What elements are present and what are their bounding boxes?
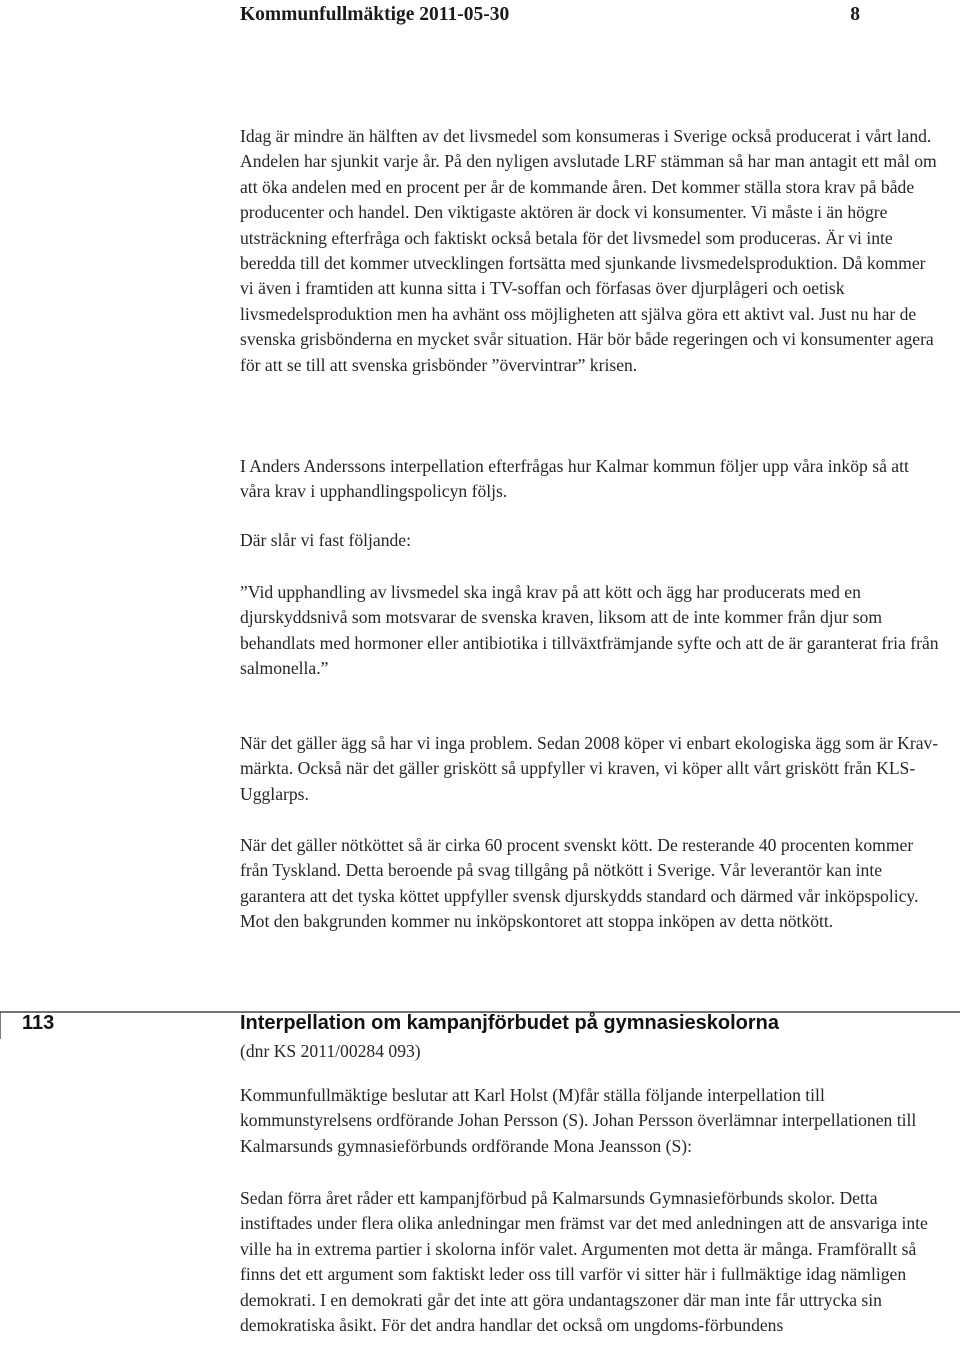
paragraph-beef: När det gäller nötköttet så är cirka 60 procent svenskt kött. De resterande 40 procenten kommer från Tyskland. Detta beroende på svag tillgång på nötkött i Sverige. Vår leverantör kan inte garantera att det tyska köttet uppfyller svensk djurskydds standard och därmed vår inköpspolicy. Mot den bakgrunden kommer nu inköpskontoret att stoppa inköpen av detta nötkött. xyxy=(240,835,919,932)
paragraph-food-production: Idag är mindre än hälften av det livsmedel som konsumeras i Sverige också producerat i vårt land. Andelen har sjunkit varje år. På den nyligen avslutade LRF stämman så har man antagit ett mål om att öka andelen med en procent per år de kommande åren. Det kommer ställa stora krav på både producenter och handel. Den viktigaste aktören är dock vi konsumenter. Vi måste i än högre utsträckning efterfråga och faktiskt också betala för det livsmedel som produceras. Är vi inte beredda till det kommer utvecklingen fortsätta med sjunkande livsmedelsproduktion. Då kommer vi även i framtiden att kunna sitta i TV-soffan och förfasas över djurplågeri och oetisk livsmedelsproduktion men ha avhänt oss möjligheten att själva göra ett aktivt val. Just nu har de svenska grisbönderna en mycket svår situation. Här bör både regeringen och vi konsumenter agera för att se till att svenska grisbönder ”övervintrar” krisen. xyxy=(240,126,937,375)
paragraph-policy-intro: Där slår vi fast följande: xyxy=(240,530,411,550)
paragraph-interpellation-reference: I Anders Anderssons interpellation efterfrågas hur Kalmar kommun följer upp våra inköp så att våra krav i upphandlingspolicyn följs. xyxy=(240,456,909,502)
paragraph-policy-quote: ”Vid upphandling av livsmedel ska ingå krav på att kött och ägg har producerats med en djurskyddsnivå som motsvarar de svenska kraven, liksom att de inte kommer från djur som behandlats med hormoner eller antibiotika i tillväxtfrämjande syfte och att de är garanterat fria från salmonella.” xyxy=(240,582,939,679)
page-header xyxy=(240,4,860,26)
section-number: 113 xyxy=(22,1012,55,1034)
section-title: Interpellation om kampanjförbudet på gymnasieskolorna xyxy=(240,1012,779,1034)
paragraph-eggs-pork: När det gäller ägg så har vi inga problem. Sedan 2008 köper vi enbart ekologiska ägg som är Krav-märkta. Också när det gäller griskött så uppfyller vi kraven, vi köper allt vårt griskött från KLS-Ugglarps. xyxy=(240,733,939,804)
page-number: 8 xyxy=(850,4,860,25)
paragraph-campaign-ban: Sedan förra året råder ett kampanjförbud på Kalmarsunds Gymnasieförbunds skolor. Detta instiftades under flera olika anledningar men främst var det med anledningen att de ansvariga inte ville ha in extrema partier i skolorna inför valet. Argumenten mot detta är många. Framförallt så finns det ett argument som faktiskt leder oss till varför vi sitter här i fullmäktige idag nämligen demokrati. I en demokrati går det inte att göra undantagszoner där man inte får uttrycka sin demokratiska åsikt. För det andra handlar det också om ungdoms-förbundens xyxy=(240,1188,928,1336)
header-title: Kommunfullmäktige 2011-05-30 xyxy=(240,4,510,25)
section-dnr: (dnr KS 2011/00284 093) xyxy=(240,1041,421,1061)
section-heading xyxy=(0,1012,960,1042)
paragraph-section-decision: Kommunfullmäktige beslutar att Karl Holst (M)får ställa följande interpellation till kommunstyrelsens ordförande Johan Persson (S). Johan Persson överlämnar interpellationen till Kalmarsunds gymnasieförbunds ordförande Mona Jeansson (S): xyxy=(240,1085,917,1156)
